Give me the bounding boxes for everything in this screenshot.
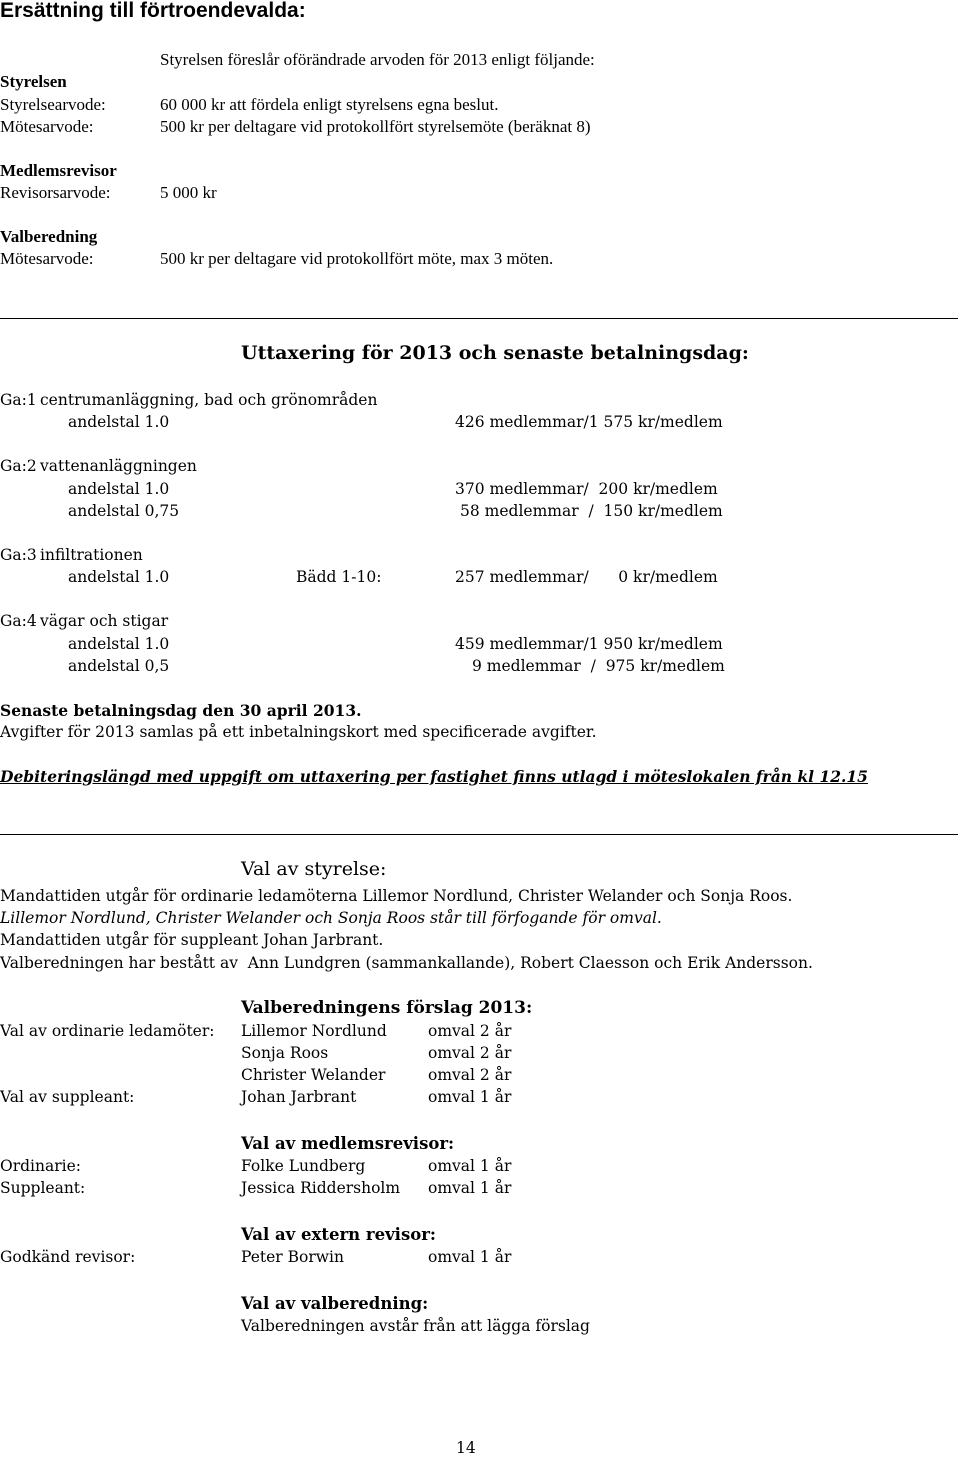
term: omval 1 år: [428, 1179, 512, 1197]
group-code: Ga:4: [0, 612, 37, 630]
nomination-meeting-value: 500 kr per deltagare vid protokollfört möte, max 3 möten.: [160, 249, 554, 268]
term: omval 1 år: [428, 1157, 512, 1175]
role-label: Val av suppleant:: [0, 1088, 135, 1106]
group-code: Ga:3: [0, 546, 37, 564]
nomination-heading: Valberedning: [0, 227, 98, 246]
term: omval 2 år: [428, 1066, 512, 1084]
members-fee: 459 medlemmar/1 950 kr/medlem: [455, 635, 723, 653]
external-auditor-title: Val av extern revisor:: [241, 1225, 437, 1244]
board-meeting-label: Mötesarvode:: [0, 117, 94, 136]
section-divider: [0, 318, 958, 319]
candidate-name: Christer Welander: [241, 1066, 386, 1084]
election-line: Mandattiden utgår för suppleant Johan Jarbrant.: [0, 931, 384, 949]
bed-note: Bädd 1-10:: [296, 568, 382, 586]
term: omval 2 år: [428, 1044, 512, 1062]
auditor-heading: Medlemsrevisor: [0, 161, 117, 180]
group-code: Ga:2: [0, 457, 37, 475]
candidate-name: Jessica Riddersholm: [241, 1179, 401, 1197]
compensation-title: Ersättning till förtroendevalda:: [0, 0, 306, 22]
page-number: 14: [456, 1439, 476, 1457]
candidate-name: Johan Jarbrant: [241, 1088, 357, 1106]
role-label: Godkänd revisor:: [0, 1248, 136, 1266]
board-meeting-value: 500 kr per deltagare vid protokollfört styrelsemöte (beräknat 8): [160, 117, 591, 136]
share-label: andelstal 1.0: [68, 635, 170, 653]
group-code: Ga:1: [0, 391, 37, 409]
share-label: andelstal 0,5: [68, 657, 170, 675]
candidate-name: Lillemor Nordlund: [241, 1022, 387, 1040]
role-label: Ordinarie:: [0, 1157, 81, 1175]
member-auditor-title: Val av medlemsrevisor:: [241, 1134, 455, 1153]
group-name: vattenanläggningen: [40, 457, 197, 475]
election-line: Valberedningen har bestått av Ann Lundgren (sammankallande), Robert Claesson och Erik Andersson.: [0, 954, 813, 972]
section-divider: [0, 834, 958, 835]
invoice-note: Avgifter för 2013 samlas på ett inbetalningskort med specificerade avgifter.: [0, 723, 597, 741]
group-name: infiltrationen: [40, 546, 143, 564]
board-heading: Styrelsen: [0, 72, 67, 91]
candidate-name: Folke Lundberg: [241, 1157, 366, 1175]
election-line: Lillemor Nordlund, Christer Welander och Sonja Roos står till förfogande för omval.: [0, 909, 662, 927]
term: omval 1 år: [428, 1248, 512, 1266]
share-label: andelstal 0,75: [68, 502, 180, 520]
members-fee: 257 medlemmar/ 0 kr/medlem: [455, 568, 718, 586]
group-name: vägar och stigar: [40, 612, 169, 630]
auditor-fee-value: 5 000 kr: [160, 183, 217, 202]
candidate-name: Peter Borwin: [241, 1248, 344, 1266]
proposal-title: Valberedningens förslag 2013:: [241, 998, 533, 1018]
members-fee: 58 medlemmar / 150 kr/medlem: [460, 502, 723, 520]
term: omval 1 år: [428, 1088, 512, 1106]
share-label: andelstal 1.0: [68, 413, 170, 431]
members-fee: 426 medlemmar/1 575 kr/medlem: [455, 413, 723, 431]
role-label: Suppleant:: [0, 1179, 86, 1197]
candidate-name: Sonja Roos: [241, 1044, 329, 1062]
board-fee-value: 60 000 kr att fördela enligt styrelsens egna beslut.: [160, 95, 499, 114]
share-label: andelstal 1.0: [68, 568, 170, 586]
election-title: Val av styrelse:: [241, 858, 387, 880]
auditor-fee-label: Revisorsarvode:: [0, 183, 111, 202]
group-name: centrumanläggning, bad och grönområden: [40, 391, 378, 409]
nomination-text: Valberedningen avstår från att lägga förslag: [241, 1317, 590, 1335]
members-fee: 9 medlemmar / 975 kr/medlem: [472, 657, 725, 675]
payment-deadline: Senaste betalningsdag den 30 april 2013.: [0, 701, 362, 720]
role-label: Val av ordinarie ledamöter:: [0, 1022, 215, 1040]
nomination-meeting-label: Mötesarvode:: [0, 249, 94, 268]
ledger-note: Debiteringslängd med uppgift om uttaxering per fastighet finns utlagd i möteslokalen från kl 12.15: [0, 767, 868, 786]
board-fee-label: Styrelsearvode:: [0, 95, 106, 114]
members-fee: 370 medlemmar/ 200 kr/medlem: [455, 480, 718, 498]
taxation-title: Uttaxering för 2013 och senaste betalningsdag:: [241, 342, 749, 364]
share-label: andelstal 1.0: [68, 480, 170, 498]
term: omval 2 år: [428, 1022, 512, 1040]
nomination-title: Val av valberedning:: [241, 1294, 429, 1313]
election-line: Mandattiden utgår för ordinarie ledamöterna Lillemor Nordlund, Christer Welander och Sonja Roos.: [0, 887, 793, 905]
compensation-intro: Styrelsen föreslår oförändrade arvoden för 2013 enligt följande:: [160, 50, 595, 69]
